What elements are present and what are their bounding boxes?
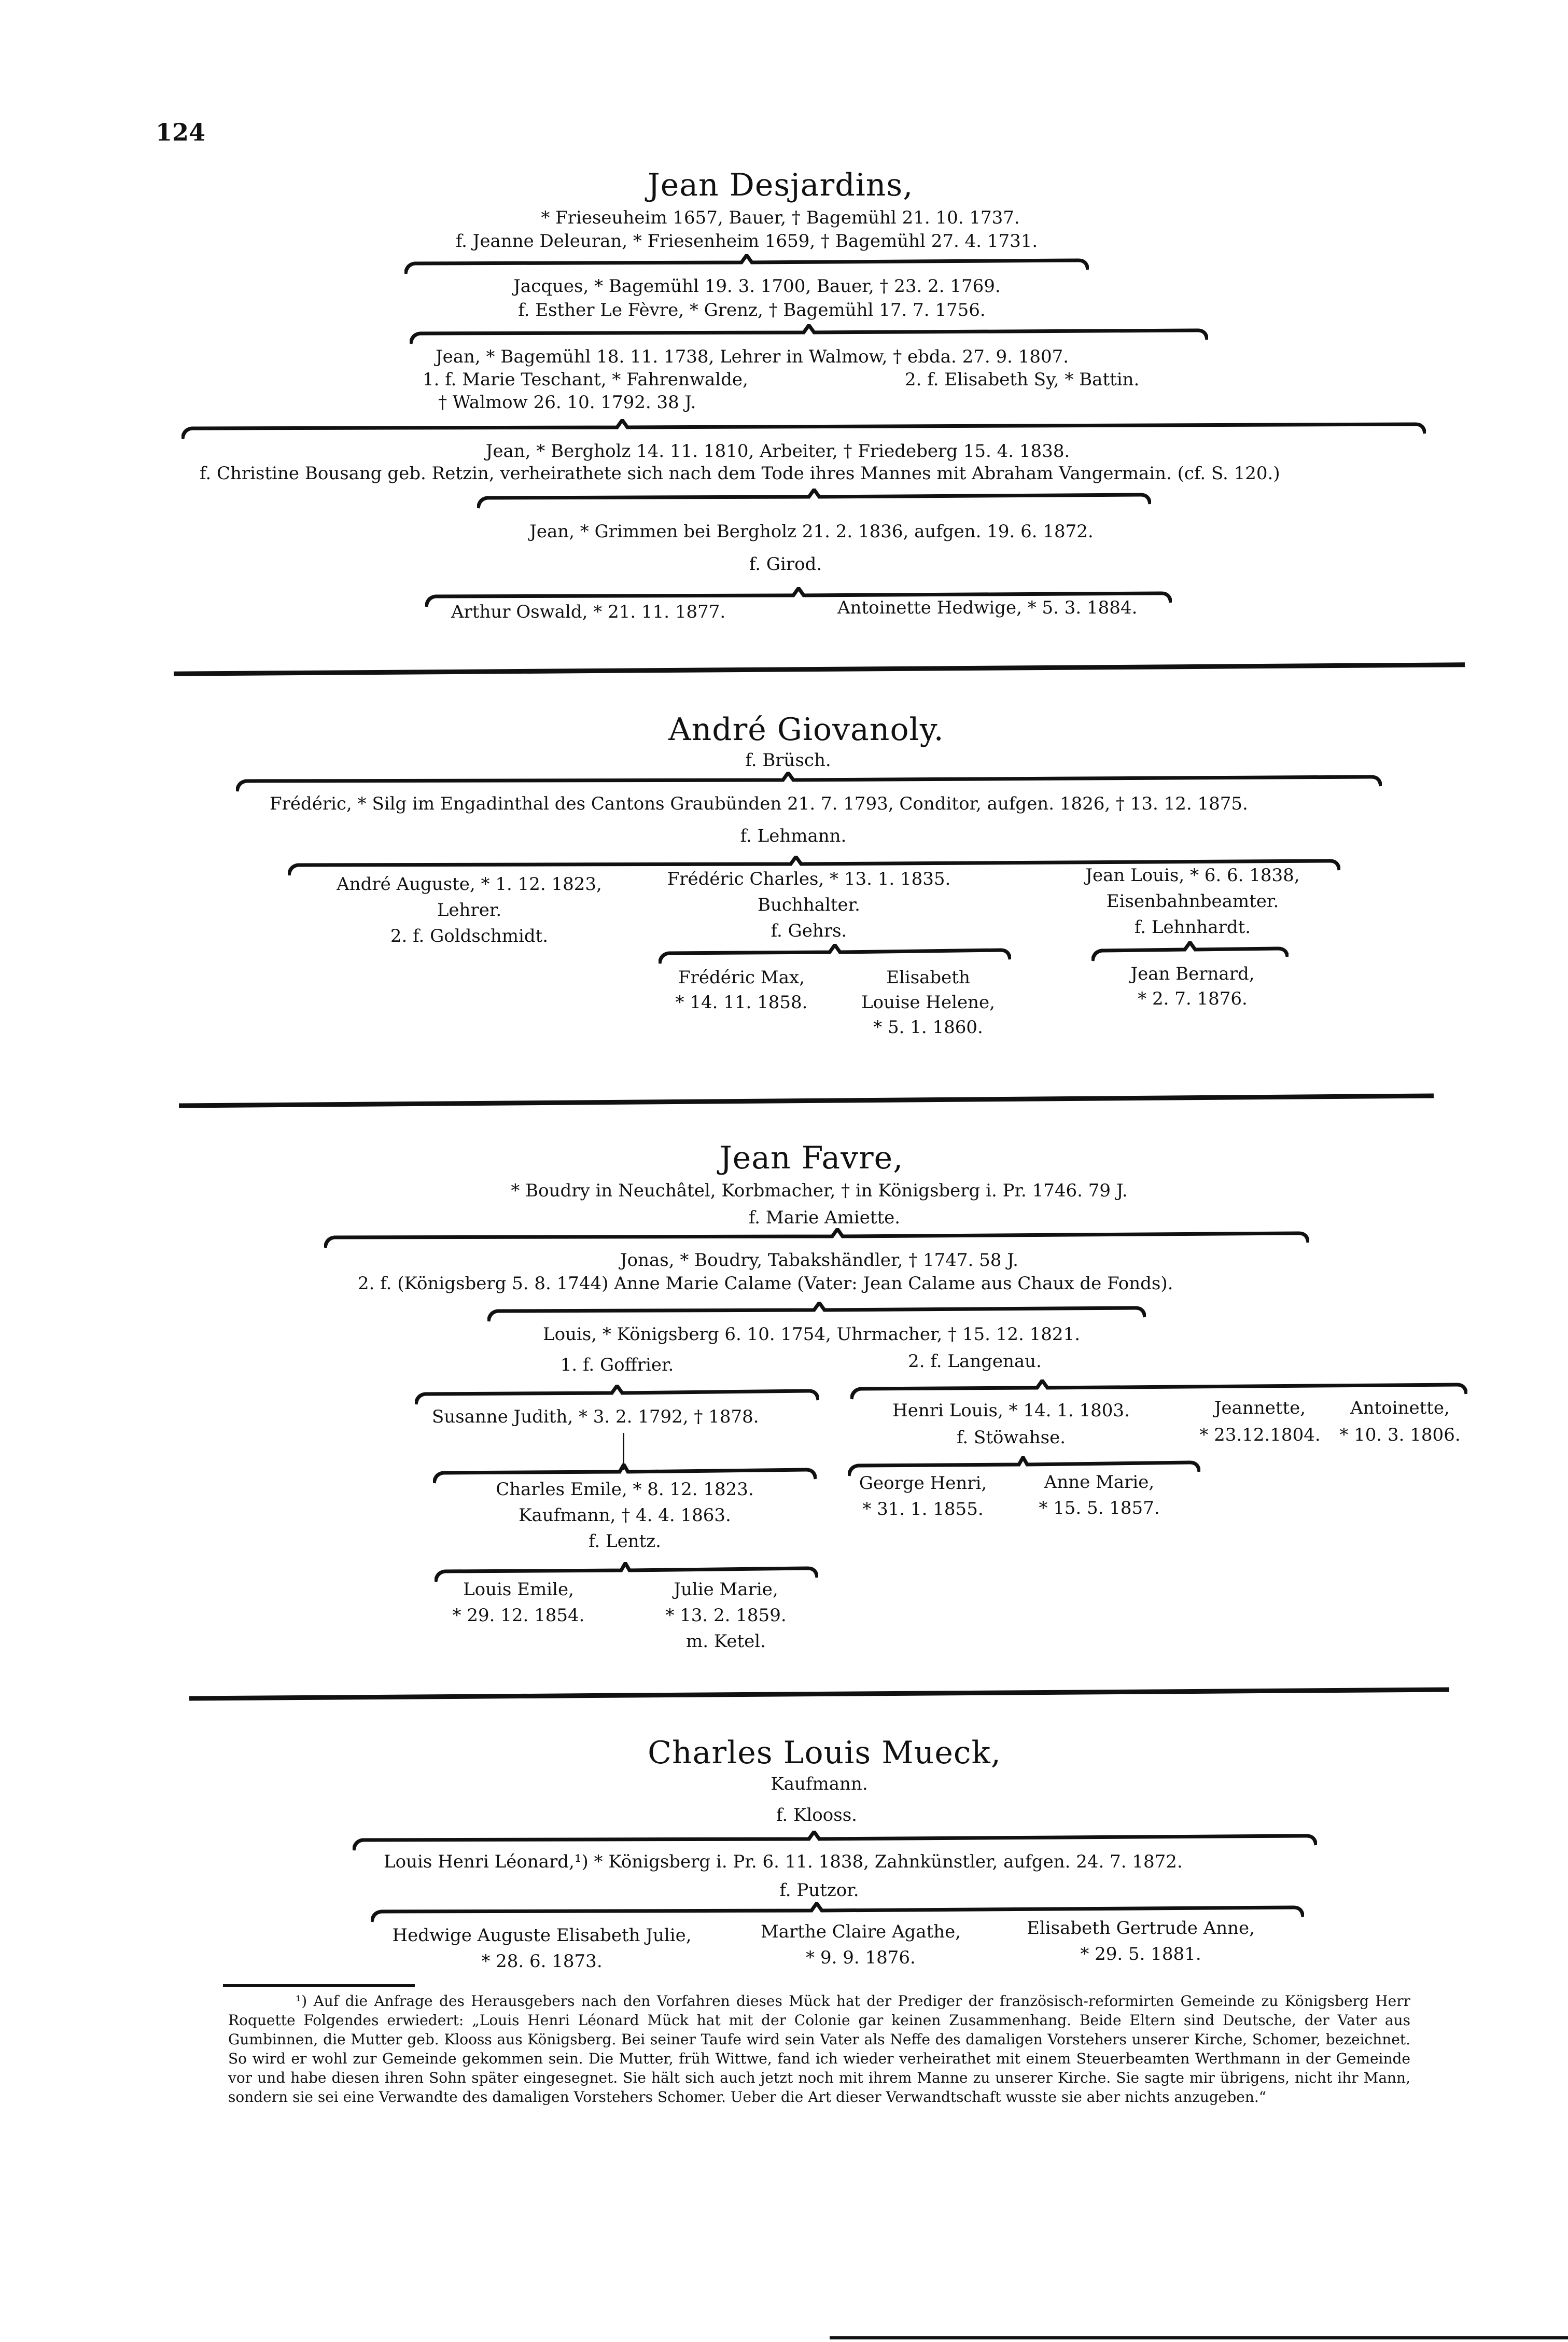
gen2-child: Marthe Claire Agathe, * 9. 9. 1876. (760, 1921, 961, 1968)
founder-occupation: Kaufmann. (771, 1774, 868, 1794)
gen1-line: Louis Henri Léonard,¹) * Königsberg i. Pr. 6. 11. 1838, Zahnkünstler, aufgen. 24. 7. 1872. (384, 1851, 1183, 1872)
gen1-wife: f. Lehmann. (740, 826, 847, 846)
gen2-wife1-death: † Walmow 26. 10. 1792. 38 J. (438, 392, 696, 413)
gen3-child: Antoinette, * 10. 3. 1806. (1339, 1398, 1461, 1445)
family-brace (404, 254, 1089, 275)
gen4-child: Charles Emile, * 8. 12. 1823. Kaufmann, † 4. 4. 1863. f. Lentz. (496, 1479, 754, 1552)
family-brace (236, 772, 1382, 792)
gen1-wife: f. Esther Le Fèvre, * Grenz, † Bagemühl 17. 7. 1756. (518, 300, 986, 320)
family-brace (477, 489, 1151, 509)
section-divider (174, 662, 1465, 676)
gen4-wife: f. Girod. (749, 554, 822, 575)
footnote-marker: ¹) (296, 1992, 307, 2010)
family-brace (410, 324, 1208, 345)
section-divider (179, 1093, 1434, 1108)
gen5-child: Julie Marie, * 13. 2. 1859. m. Ketel. (665, 1579, 787, 1652)
founder-wife: f. Marie Amiette. (748, 1207, 901, 1228)
gen1-line: Jonas, * Boudry, Tabakshändler, † 1747. 58 J. (620, 1250, 1018, 1271)
gen1-wife: 2. f. (Königsberg 5. 8. 1744) Anne Marie Calame (Vater: Jean Calame aus Chaux de Fonds). (358, 1273, 1173, 1294)
gen2-line: Louis, * Königsberg 6. 10. 1754, Uhrmacher, † 15. 12. 1821. (542, 1324, 1081, 1345)
family-brace (353, 1831, 1317, 1851)
gen2-wife2: 2. f. Elisabeth Sy, * Battin. (905, 369, 1140, 390)
family-brace (659, 944, 1011, 965)
founder-wife: f. Jeanne Deleuran, * Friesenheim 1659, † Bagemühl 27. 4. 1731. (455, 231, 1038, 252)
gen2-child: Jean Louis, * 6. 6. 1838, Eisenbahnbeamter. f. Lehnhardt. (1085, 865, 1300, 938)
gen3-child: Jean Bernard, * 2. 7. 1876. (1130, 964, 1255, 1009)
gen3-line: Jean, * Bergholz 14. 11. 1810, Arbeiter, † Friedeberg 15. 4. 1838. (485, 441, 1070, 462)
gen3-wife: f. Christine Bousang geb. Retzin, verheirathete sich nach dem Tode ihres Mannes mit Abraham Vangermain. (cf. S. 120.) (200, 463, 1280, 484)
scan-edge (830, 2336, 1568, 2339)
gen1-wife: f. Putzor. (779, 1880, 859, 1901)
gen3-child: Henri Louis, * 14. 1. 1803. f. Stöwahse. (892, 1400, 1130, 1448)
family-title: Charles Louis Mueck, (648, 1735, 1001, 1771)
founder-wife: f. Brüsch. (745, 750, 831, 771)
founder-wife: f. Klooss. (776, 1805, 857, 1825)
page-number: 124 (156, 118, 206, 146)
gen2-child: Hedwige Auguste Elisabeth Julie, * 28. 6. 1873. (392, 1925, 692, 1972)
family-title: Jean Favre, (719, 1140, 904, 1176)
founder-details: * Boudry in Neuchâtel, Korbmacher, † in Königsberg i. Pr. 1746. 79 J. (511, 1180, 1128, 1201)
gen2-wife1: 1. f. Goffrier. (560, 1355, 674, 1375)
gen5-child: Arthur Oswald, * 21. 11. 1877. (451, 602, 726, 622)
gen4-child: Anne Marie, * 15. 5. 1857. (1039, 1472, 1160, 1518)
gen2-wife2: 2. f. Langenau. (908, 1351, 1042, 1372)
gen2-child: Elisabeth Gertrude Anne, * 29. 5. 1881. (1027, 1918, 1255, 1964)
gen4-line: Jean, * Grimmen bei Bergholz 21. 2. 1836, aufgen. 19. 6. 1872. (529, 521, 1094, 542)
gen3-child: Jeannette, * 23.12.1804. (1199, 1398, 1321, 1445)
gen5-child: Antoinette Hedwige, * 5. 3. 1884. (837, 597, 1138, 618)
gen2-child: Frédéric Charles, * 13. 1. 1835. Buchhalter. f. Gehrs. (667, 869, 951, 941)
footnote (228, 1991, 1410, 2107)
footnote-text: Auf die Anfrage des Herausgebers nach den Vorfahren dieses Mück hat der Prediger der französisch-reformirten Gemeinde zu Königsberg Herr Roquette Folgendes erwiedert: „Louis Henri Léonard Mück hat mit der Colonie gar keinen Zusammenhang. Beide Eltern sind Deutsche, der Vater aus Gumbinnen, die Mutter geb. Klooss aus Königsberg. Bei seiner Taufe wird sein Vater als Neffe des damaligen Vorstehers unserer Kirche, Schomer, bezeichnet. So wird er wohl zur Gemeinde gekommen sein. Die Mutter, früh Wittwe, fand ich wieder verheirathet mit einem Steuerbeamten Werthmann in der Gemeinde vor und habe diesen ihren Sohn später eingesegnet. Sie hält sich auch jetzt noch mit ihrem Manne zu unserer Kirche. Sie sagte mir übrigens, nicht ihr Mann, sondern sie sei eine Verwandte des damaligen Vorstehers Schomer. Ueber die Art dieser Verwandtschaft wusste sie aber nichts anzugeben.“ (228, 1992, 1410, 2106)
family-brace (850, 1379, 1467, 1400)
gen4-child: George Henri, * 31. 1. 1855. (859, 1473, 987, 1519)
family-title: Jean Desjardins, (647, 167, 914, 203)
family-brace (1091, 941, 1289, 962)
family-brace (324, 1228, 1309, 1249)
gen2-line: Jean, * Bagemühl 18. 11. 1738, Lehrer in Walmow, † ebda. 27. 9. 1807. (436, 346, 1069, 367)
gen3-child: Susanne Judith, * 3. 2. 1792, † 1878. (432, 1406, 759, 1427)
family-title: André Giovanoly. (668, 712, 944, 748)
gen3-child: Elisabeth Louise Helene, * 5. 1. 1860. (861, 967, 995, 1038)
footnote-rule (223, 1984, 415, 1987)
founder-details: * Frieseuheim 1657, Bauer, † Bagemühl 21. 10. 1737. (541, 207, 1020, 228)
family-brace (487, 1302, 1146, 1322)
gen5-child: Louis Emile, * 29. 12. 1854. (452, 1579, 585, 1626)
family-brace (415, 1385, 819, 1405)
gen2-child: André Auguste, * 1. 12. 1823, Lehrer. 2. f. Goldschmidt. (337, 874, 602, 946)
gen1-line: Jacques, * Bagemühl 19. 3. 1700, Bauer, † 23. 2. 1769. (513, 276, 1001, 297)
section-divider (189, 1688, 1449, 1701)
gen2-wife1: 1. f. Marie Teschant, * Fahrenwalde, (423, 369, 748, 390)
gen3-child: Frédéric Max, * 14. 11. 1858. (675, 967, 808, 1013)
gen1-line: Frédéric, * Silg im Engadinthal des Cantons Graubünden 21. 7. 1793, Conditor, aufgen. 1826, † 13. 12. 1875. (270, 793, 1248, 814)
family-brace (181, 419, 1426, 440)
